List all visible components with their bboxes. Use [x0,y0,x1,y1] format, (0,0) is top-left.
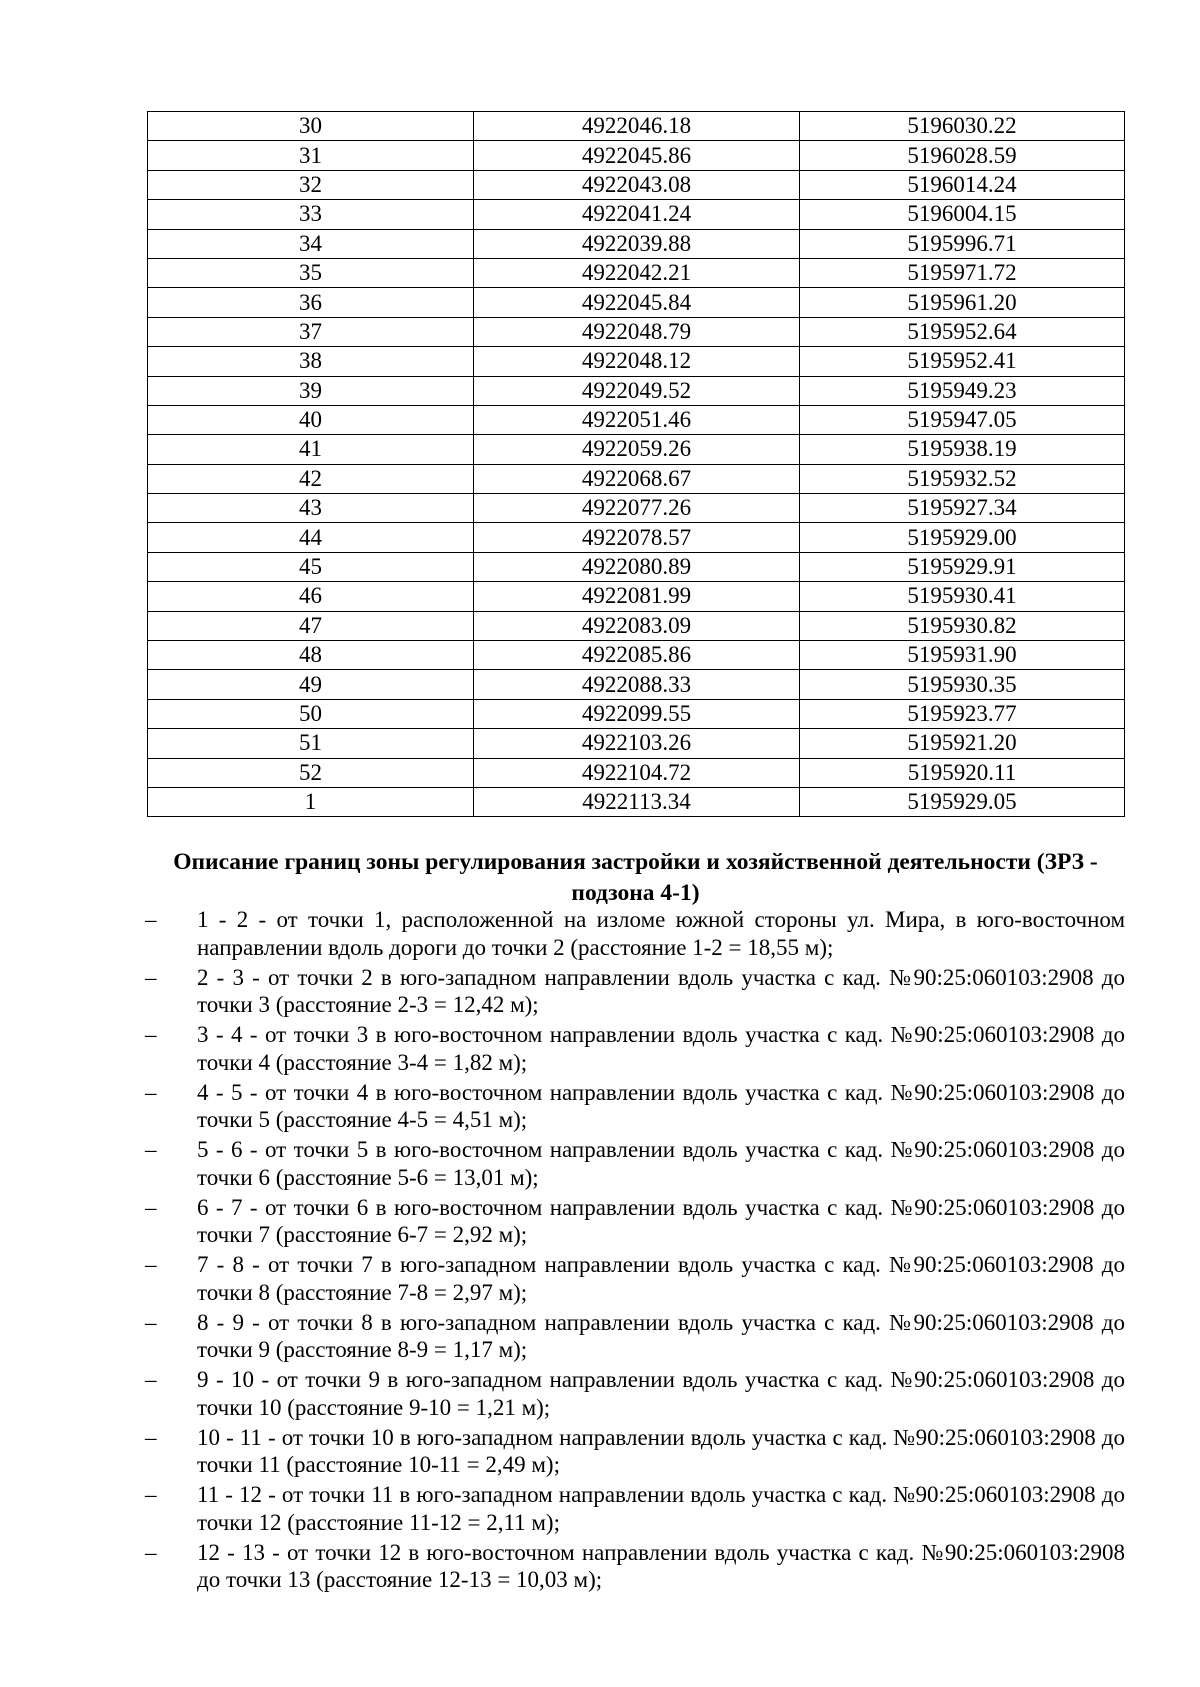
list-item [145,964,1125,1019]
x-coordinate-cell: 4922113.34 [474,787,800,816]
list-item-text: 4 - 5 - от точки 4 в юго-восточном направлении вдоль участка с кад. №90:25:060103:2908 до точки 5 (расстояние 4-5 = 4,51 м); [197,1079,1125,1132]
list-item [145,1366,1125,1421]
x-coordinate-cell: 4922099.55 [474,699,800,728]
point-number-cell: 51 [148,729,474,758]
point-number-cell: 34 [148,229,474,258]
table-row [148,229,1125,258]
list-item-text: 11 - 12 - от точки 11 в юго-западном направлении вдоль участка с кад. №90:25:060103:2908 до точки 12 (расстояние 11-12 = 2,11 м); [197,1482,1125,1535]
list-item-text: 7 - 8 - от точки 7 в юго-западном направлении вдоль участка с кад. №90:25:060103:2908 до точки 8 (расстояние 7-8 = 2,97 м); [197,1252,1125,1305]
x-coordinate-cell: 4922049.52 [474,376,800,405]
bullet-dash: – [145,1137,157,1162]
y-coordinate-cell: 5195938.19 [800,435,1125,464]
x-coordinate-cell: 4922043.08 [474,170,800,199]
y-coordinate-cell: 5195930.41 [800,582,1125,611]
list-item [145,1251,1125,1306]
x-coordinate-cell: 4922068.67 [474,464,800,493]
list-item-text: 5 - 6 - от точки 5 в юго-восточном направлении вдоль участка с кад. №90:25:060103:2908 до точки 6 (расстояние 5-6 = 13,01 м); [197,1137,1125,1190]
bullet-dash: – [145,964,157,990]
point-number-cell: 31 [148,141,474,170]
table-row [148,552,1125,581]
point-number-cell: 46 [148,582,474,611]
point-number-cell: 44 [148,523,474,552]
point-number-cell: 47 [148,611,474,640]
y-coordinate-cell: 5195923.77 [800,699,1125,728]
table-row [148,288,1125,317]
point-number-cell: 49 [148,670,474,699]
x-coordinate-cell: 4922042.21 [474,258,800,287]
y-coordinate-cell: 5195929.05 [800,787,1125,816]
x-coordinate-cell: 4922046.18 [474,112,800,141]
y-coordinate-cell: 5195949.23 [800,376,1125,405]
y-coordinate-cell: 5196028.59 [800,141,1125,170]
table-row [148,376,1125,405]
y-coordinate-cell: 5196004.15 [800,200,1125,229]
y-coordinate-cell: 5195961.20 [800,288,1125,317]
y-coordinate-cell: 5195929.91 [800,552,1125,581]
list-item-text: 6 - 7 - от точки 6 в юго-восточном направлении вдоль участка с кад. №90:25:060103:2908 до точки 7 (расстояние 6-7 = 2,92 м); [197,1194,1125,1247]
list-item-text: 8 - 9 - от точки 8 в юго-западном направлении вдоль участка с кад. №90:25:060103:2908 до точки 9 (расстояние 8-9 = 1,17 м); [197,1309,1125,1362]
point-number-cell: 41 [148,435,474,464]
list-item-text: 1 - 2 - от точки 1, расположенной на изломе южной стороны ул. Мира, в юго-восточном направлении вдоль дороги до точки 2 (расстояние 1-2 = 18,55 м); [197,907,1125,960]
x-coordinate-cell: 4922048.79 [474,317,800,346]
y-coordinate-cell: 5196030.22 [800,112,1125,141]
table-row [148,112,1125,141]
list-item-text: 12 - 13 - от точки 12 в юго-восточном направлении вдоль участка с кад. №90:25:060103:2908 до точки 13 (расстояние 12-13 = 10,03 м); [197,1539,1125,1592]
table-row [148,405,1125,434]
table-row [148,729,1125,758]
x-coordinate-cell: 4922083.09 [474,611,800,640]
list-item-text: 10 - 11 - от точки 10 в юго-западном направлении вдоль участка с кад. №90:25:060103:2908 до точки 11 (расстояние 10-11 = 2,49 м); [197,1424,1125,1477]
table-row [148,464,1125,493]
y-coordinate-cell: 5195920.11 [800,758,1125,787]
x-coordinate-cell: 4922104.72 [474,758,800,787]
x-coordinate-cell: 4922051.46 [474,405,800,434]
table-row [148,523,1125,552]
section-heading-line-2: подзона 4-1) [571,880,700,906]
table-row [148,699,1125,728]
y-coordinate-cell: 5195931.90 [800,641,1125,670]
table-row [148,435,1125,464]
x-coordinate-cell: 4922059.26 [474,435,800,464]
point-number-cell: 36 [148,288,474,317]
list-item-text: 9 - 10 - от точки 9 в юго-западном направлении вдоль участка с кад. №90:25:060103:2908 до точки 10 (расстояние 9-10 = 1,21 м); [197,1367,1125,1420]
table-row [148,170,1125,199]
table-row [148,258,1125,287]
x-coordinate-cell: 4922088.33 [474,670,800,699]
x-coordinate-cell: 4922103.26 [474,729,800,758]
x-coordinate-cell: 4922080.89 [474,552,800,581]
point-number-cell: 39 [148,376,474,405]
bullet-dash: – [145,1309,157,1335]
list-item [145,1136,1125,1191]
list-item [145,1194,1125,1249]
boundary-description-list [145,906,1125,1596]
bullet-dash: – [145,1424,157,1450]
table-row [148,641,1125,670]
x-coordinate-cell: 4922039.88 [474,229,800,258]
point-number-cell: 32 [148,170,474,199]
y-coordinate-cell: 5195947.05 [800,405,1125,434]
y-coordinate-cell: 5195930.35 [800,670,1125,699]
list-item [145,1539,1125,1594]
bullet-dash: – [145,907,157,932]
bullet-dash: – [145,1252,157,1277]
y-coordinate-cell: 5195952.64 [800,317,1125,346]
list-item [145,1021,1125,1076]
list-item-text: 2 - 3 - от точки 2 в юго-западном направлении вдоль участка с кад. №90:25:060103:2908 до точки 3 (расстояние 2-3 = 12,42 м); [197,964,1125,1017]
coordinates-table [147,111,1125,817]
point-number-cell: 43 [148,494,474,523]
y-coordinate-cell: 5195930.82 [800,611,1125,640]
y-coordinate-cell: 5196014.24 [800,170,1125,199]
table-row [148,758,1125,787]
point-number-cell: 33 [148,200,474,229]
list-item [145,1424,1125,1479]
coordinates-table-body [148,112,1125,817]
y-coordinate-cell: 5195929.00 [800,523,1125,552]
table-row [148,787,1125,816]
list-item [145,1309,1125,1364]
table-row [148,582,1125,611]
table-row [148,317,1125,346]
y-coordinate-cell: 5195996.71 [800,229,1125,258]
bullet-dash: – [145,1482,157,1507]
y-coordinate-cell: 5195927.34 [800,494,1125,523]
x-coordinate-cell: 4922045.84 [474,288,800,317]
point-number-cell: 52 [148,758,474,787]
point-number-cell: 40 [148,405,474,434]
point-number-cell: 42 [148,464,474,493]
point-number-cell: 37 [148,317,474,346]
point-number-cell: 30 [148,112,474,141]
list-item [145,1481,1125,1536]
table-row [148,611,1125,640]
y-coordinate-cell: 5195932.52 [800,464,1125,493]
point-number-cell: 38 [148,347,474,376]
x-coordinate-cell: 4922081.99 [474,582,800,611]
point-number-cell: 1 [148,787,474,816]
table-row [148,200,1125,229]
bullet-dash: – [145,1022,157,1047]
point-number-cell: 50 [148,699,474,728]
bullet-dash: – [145,1539,157,1565]
table-row [148,670,1125,699]
x-coordinate-cell: 4922077.26 [474,494,800,523]
point-number-cell: 48 [148,641,474,670]
x-coordinate-cell: 4922041.24 [474,200,800,229]
bullet-dash: – [145,1194,157,1220]
list-item-text: 3 - 4 - от точки 3 в юго-восточном направлении вдоль участка с кад. №90:25:060103:2908 до точки 4 (расстояние 3-4 = 1,82 м); [197,1022,1125,1075]
bullet-dash: – [145,1079,157,1105]
x-coordinate-cell: 4922048.12 [474,347,800,376]
table-row [148,347,1125,376]
table-row [148,141,1125,170]
list-item [145,906,1125,961]
y-coordinate-cell: 5195971.72 [800,258,1125,287]
section-heading-line-1: Описание границ зоны регулирования застройки и хозяйственной деятельности (ЗРЗ - [173,849,1098,875]
section-heading [140,847,1131,909]
x-coordinate-cell: 4922078.57 [474,523,800,552]
x-coordinate-cell: 4922045.86 [474,141,800,170]
point-number-cell: 45 [148,552,474,581]
list-item [145,1079,1125,1134]
y-coordinate-cell: 5195952.41 [800,347,1125,376]
x-coordinate-cell: 4922085.86 [474,641,800,670]
y-coordinate-cell: 5195921.20 [800,729,1125,758]
point-number-cell: 35 [148,258,474,287]
bullet-dash: – [145,1367,157,1392]
table-row [148,494,1125,523]
